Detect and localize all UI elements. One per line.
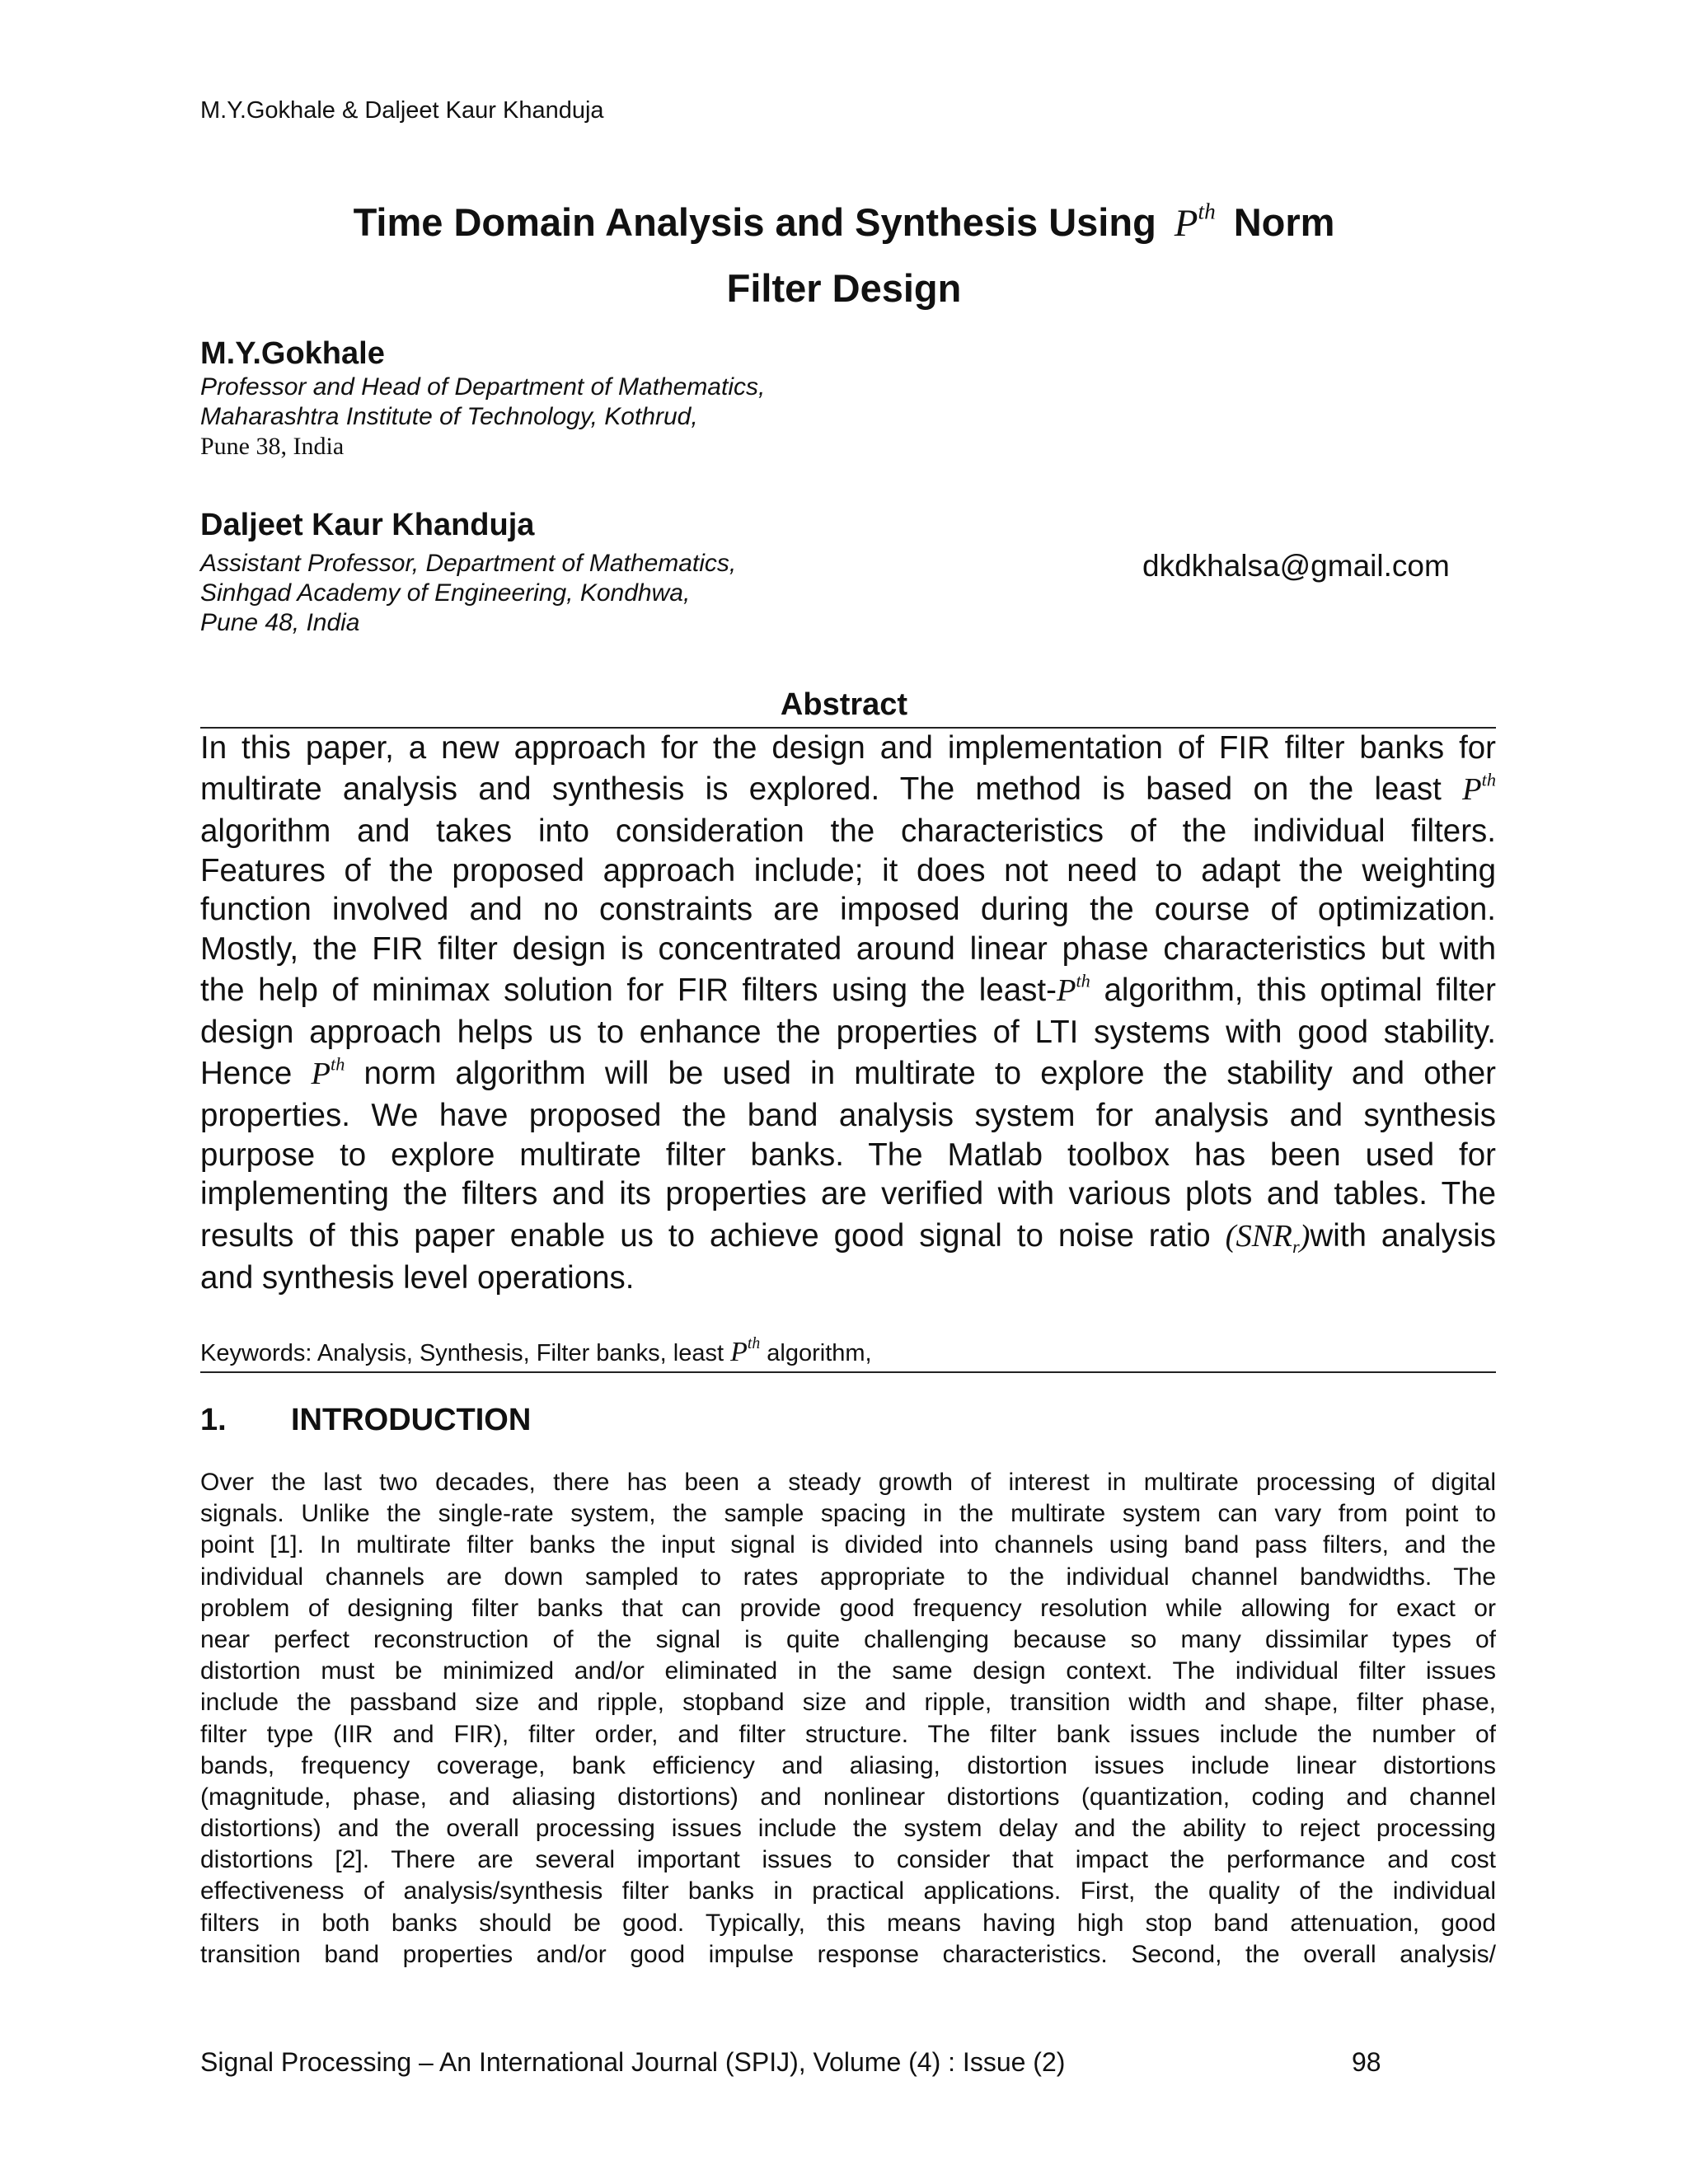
paragraph-line: individual channels are down sampled to rates appropriate to the individual channel bandwidths. The: [200, 1563, 1496, 1591]
paragraph-line: filter type (IIR and FIR), filter order, and filter structure. The filter bank issues include the number of: [200, 1720, 1496, 1748]
title-math-base: P: [1174, 202, 1198, 245]
paragraph-line: effectiveness of analysis/synthesis filter banks in practical applications. First, the quality of the individual: [200, 1877, 1496, 1905]
abstract-text: the help of minimax solution for FIR filters using the least-: [200, 972, 1057, 1008]
title-math-sup: th: [1198, 199, 1216, 224]
abstract-line: algorithm and takes into consideration the characteristics of the individual filters.: [200, 813, 1496, 850]
math-base: P: [1056, 972, 1076, 1008]
math-p-th: [730, 1334, 761, 1367]
snr-sub: r: [1292, 1235, 1300, 1257]
keywords-bottom-rule: [200, 1371, 1496, 1373]
introduction-paragraph: [200, 1467, 1496, 1971]
abstract-line: [200, 968, 1496, 1013]
math-base: P: [1462, 772, 1482, 808]
paragraph-line: signals. Unlike the single-rate system, the sample spacing in the multirate system can vary from point to: [200, 1500, 1496, 1528]
title-text-end: Norm: [1233, 200, 1335, 244]
abstract-line: [200, 1052, 1496, 1096]
abstract-text: norm algorithm will be used in multirate to explore the stability and other: [363, 1056, 1496, 1092]
author-name-1: M.Y.Gokhale: [200, 336, 385, 371]
abstract-text: with analysis: [1310, 1217, 1496, 1254]
paper-title-line1: [0, 199, 1688, 246]
affil-1-line-1: Professor and Head of Department of Mathematics,: [200, 373, 766, 401]
abstract-line: In this paper, a new approach for the design and implementation of FIR filter banks for: [200, 730, 1496, 766]
abstract-text: results of this paper enable us to achieve good signal to noise ratio: [200, 1217, 1211, 1254]
paragraph-line: distortions [2]. There are several important issues to consider that impact the performance and cost: [200, 1846, 1496, 1874]
paragraph-line: (magnitude, phase, and aliasing distortions) and nonlinear distortions (quantization, coding and channel: [200, 1783, 1496, 1811]
title-text-start: Time Domain Analysis and Synthesis Using: [353, 200, 1156, 244]
math-p-th: [311, 1053, 345, 1092]
math-sup: th: [747, 1334, 761, 1353]
abstract-body: [200, 729, 1496, 1297]
paragraph-line: filters in both banks should be good. Typically, this means having high stop band attenuation, good: [200, 1909, 1496, 1937]
abstract-line: properties. We have proposed the band analysis system for analysis and synthesis: [200, 1098, 1496, 1134]
section-title: INTRODUCTION: [291, 1403, 532, 1437]
affil-1-line-3: Pune 38, India: [200, 433, 345, 460]
affil-2-line-3: Pune 48, India: [200, 609, 360, 636]
keywords-text: algorithm,: [767, 1340, 872, 1366]
author-affiliation-2: [200, 549, 736, 638]
keywords: [200, 1334, 872, 1368]
paragraph-line: problem of designing filter banks that can provide good frequency resolution while allowing for exact or: [200, 1594, 1496, 1622]
abstract-line: and synthesis level operations.: [200, 1259, 635, 1296]
abstract-heading: Abstract: [780, 687, 908, 722]
math-sup: th: [330, 1053, 345, 1075]
abstract-text: Hence: [200, 1056, 293, 1092]
math-p-th: [1462, 769, 1496, 808]
section-heading-introduction: [200, 1403, 531, 1438]
page-number: 98: [1352, 2047, 1381, 2077]
affil-2-line-2: Sinhgad Academy of Engineering, Kondhwa,: [200, 579, 691, 607]
footer-journal: Signal Processing – An International Journal (SPIJ), Volume (4) : Issue (2): [200, 2047, 1066, 2077]
title-math-p: [1174, 199, 1216, 245]
paragraph-line: include the passband size and ripple, stopband size and ripple, transition width and shape, filter phase,: [200, 1689, 1496, 1717]
abstract-line: design approach helps us to enhance the properties of LTI systems with good stability.: [200, 1014, 1496, 1050]
abstract-text: multirate analysis and synthesis is explored. The method is based on the least: [200, 771, 1442, 808]
abstract-line: [200, 1214, 1496, 1258]
paragraph-line: bands, frequency coverage, bank efficiency and aliasing, distortion issues include linear distortions: [200, 1751, 1496, 1779]
author-name-2: Daljeet Kaur Khanduja: [200, 508, 535, 542]
paragraph-line: transition band properties and/or good impulse response characteristics. Second, the overall analysis/: [200, 1940, 1496, 1968]
math-sup: th: [1481, 769, 1496, 790]
paragraph-line: near perfect reconstruction of the signal is quite challenging because so many dissimilar types of: [200, 1625, 1496, 1653]
abstract-line: Features of the proposed approach include; it does not need to adapt the weighting: [200, 852, 1496, 888]
abstract-line: implementing the filters and its properties are verified with various plots and tables. The: [200, 1176, 1496, 1212]
paper-title-line2: Filter Design: [726, 266, 962, 310]
snr-base: SNR: [1236, 1218, 1292, 1254]
keywords-text: Keywords: Analysis, Synthesis, Filter banks, least: [200, 1340, 724, 1366]
math-snr: $(SNR_r)$: [1225, 1218, 1311, 1257]
abstract-line: purpose to explore multirate filter banks. The Matlab toolbox has been used for: [200, 1137, 1496, 1173]
math-p-th: [1056, 970, 1090, 1008]
paragraph-line: distortion must be minimized and/or eliminated in the same design context. The individual filter issues: [200, 1657, 1496, 1685]
affil-1-line-2: Maharashtra Institute of Technology, Kothrud,: [200, 403, 698, 430]
author-affiliation-1: [200, 373, 765, 462]
math-base: P: [730, 1337, 748, 1367]
paragraph-line: Over the last two decades, there has been a steady growth of interest in multirate processing of digital: [200, 1469, 1496, 1496]
paragraph-line: distortions) and the overall processing issues include the system delay and the ability to reject processing: [200, 1815, 1496, 1843]
math-base: P: [311, 1057, 331, 1092]
abstract-line: Mostly, the FIR filter design is concentrated around linear phase characteristics but with: [200, 930, 1496, 967]
running-head: M.Y.Gokhale & Daljeet Kaur Khanduja: [200, 97, 604, 124]
author-email[interactable]: dkdkhalsa@gmail.com: [1142, 549, 1450, 583]
abstract-line: function involved and no constraints are imposed during the course of optimization.: [200, 892, 1496, 928]
section-number: 1.: [200, 1403, 227, 1437]
abstract-line: [200, 767, 1496, 812]
paragraph-line: point [1]. In multirate filter banks the input signal is divided into channels using band pass filters, and the: [200, 1531, 1496, 1559]
math-sup: th: [1076, 970, 1090, 991]
affil-2-line-1: Assistant Professor, Department of Mathematics,: [200, 550, 737, 577]
abstract-text: algorithm, this optimal filter: [1104, 972, 1496, 1008]
